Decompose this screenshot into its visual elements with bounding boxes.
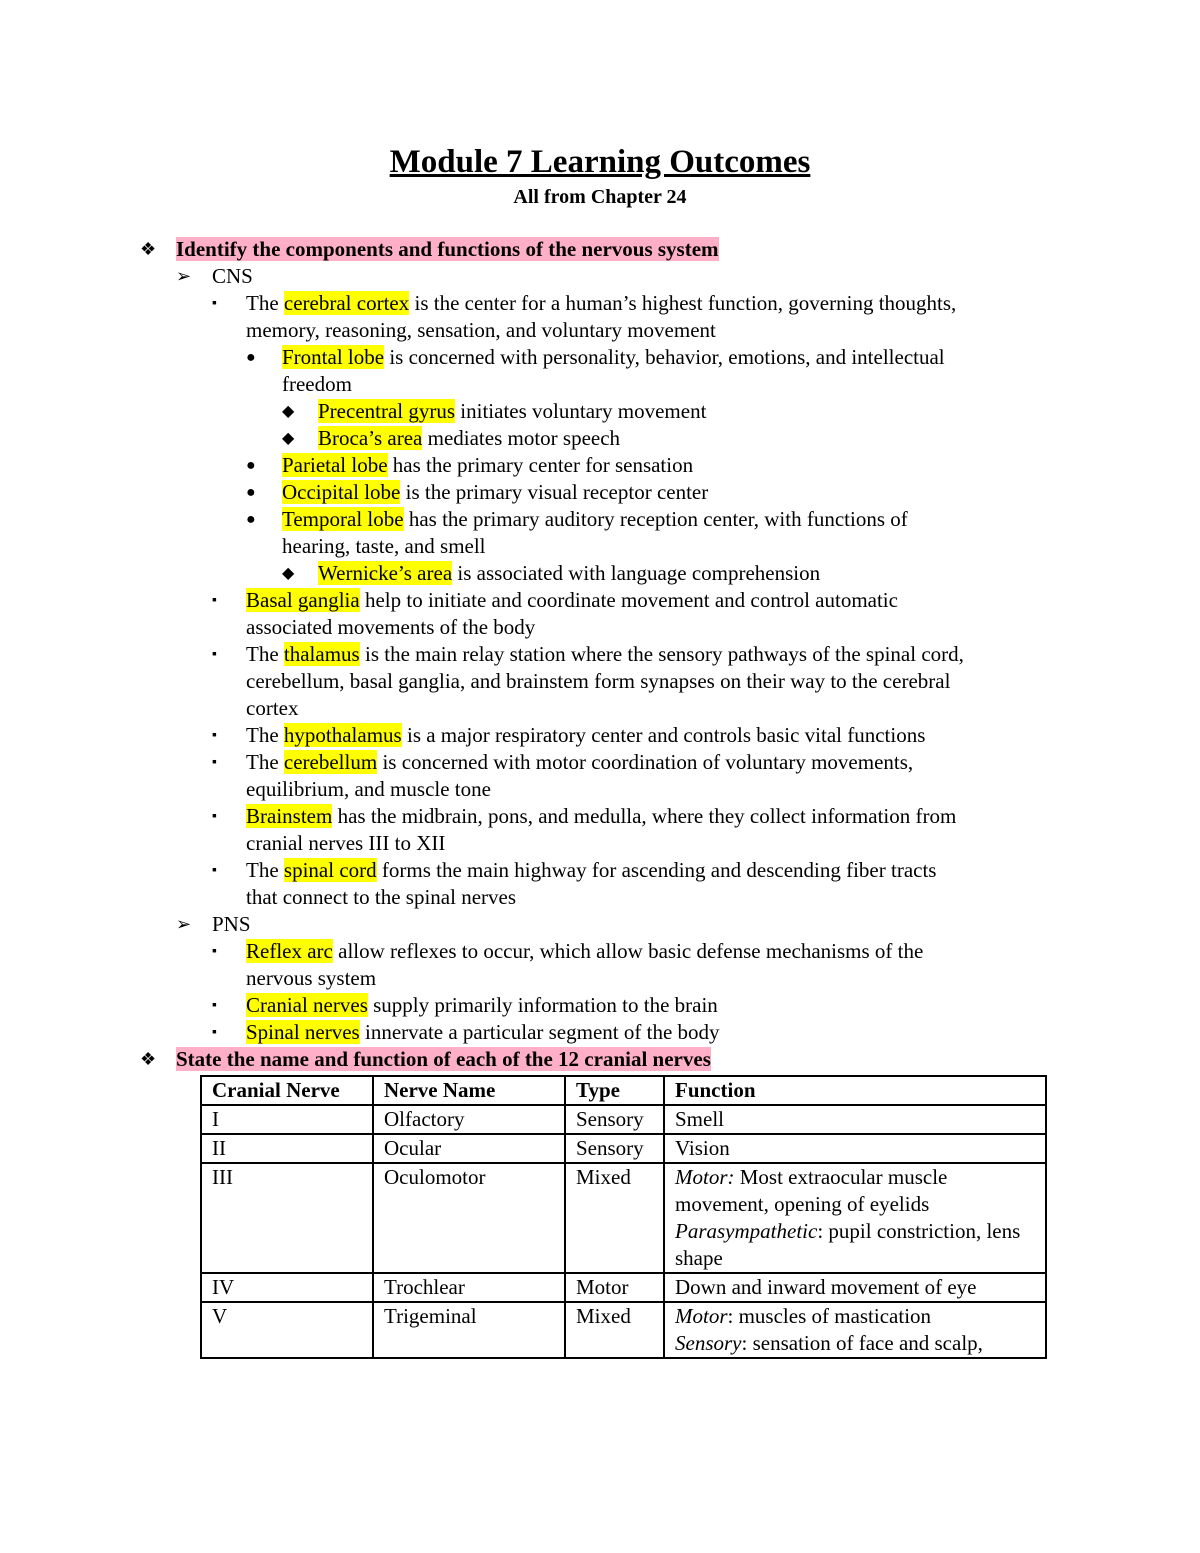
diamond-small-bullet-icon: ◆ <box>282 565 295 582</box>
diamond-small-bullet-icon: ◆ <box>282 403 295 420</box>
list-item-continued: equilibrium, and muscle tone <box>246 777 491 801</box>
table-row <box>201 1302 1046 1358</box>
diamond-small-bullet-icon: ◆ <box>282 430 295 447</box>
round-bullet-icon: ● <box>246 484 256 501</box>
column-header: Function <box>664 1076 1046 1105</box>
square-bullet-icon: ▪ <box>212 647 217 662</box>
nerve-function: Vision <box>664 1134 1046 1163</box>
nerve-type: Sensory <box>565 1105 664 1134</box>
list-item-continued: hearing, taste, and smell <box>282 534 486 558</box>
nerve-number: III <box>201 1163 373 1273</box>
list-item-continued: cranial nerves III to XII <box>246 831 446 855</box>
list-item: ▪ Spinal nerves innervate a particular segment of the body <box>212 1020 720 1044</box>
nerve-function: Motor: muscles of mastication Sensory: sensation of face and scalp, <box>664 1302 1046 1358</box>
list-item: ▪ The cerebral cortex is the center for a human’s highest function, governing thoughts, <box>212 291 957 315</box>
list-item: ▪ The cerebellum is concerned with motor coordination of voluntary movements, <box>212 750 914 774</box>
nerve-name: Trigeminal <box>373 1302 565 1358</box>
outcome-text: State the name and function of each of the 12 cranial nerves <box>176 1047 711 1071</box>
nerve-number: I <box>201 1105 373 1134</box>
list-item: ◆ Precentral gyrus initiates voluntary movement <box>282 399 707 423</box>
list-item: ▪ The hypothalamus is a major respiratory center and controls basic vital functions <box>212 723 926 747</box>
square-bullet-icon: ▪ <box>212 1025 217 1040</box>
cranial-nerves-table <box>200 1075 1047 1359</box>
diamond-bullet-icon: ❖ <box>140 239 157 259</box>
list-item: ● Occipital lobe is the primary visual receptor center <box>246 480 709 504</box>
nerve-name: Trochlear <box>373 1273 565 1302</box>
column-header: Type <box>565 1076 664 1105</box>
square-bullet-icon: ▪ <box>212 998 217 1013</box>
list-item: ● Temporal lobe has the primary auditory reception center, with functions of <box>246 507 908 531</box>
list-item: ◆ Broca’s area mediates motor speech <box>282 426 621 450</box>
list-item-continued: cerebellum, basal ganglia, and brainstem form synapses on their way to the cerebral <box>246 669 951 693</box>
round-bullet-icon: ● <box>246 511 256 528</box>
table-header-row <box>201 1076 1046 1105</box>
nerve-type: Mixed <box>565 1302 664 1358</box>
arrow-bullet-icon: ➢ <box>176 914 192 934</box>
square-bullet-icon: ▪ <box>212 863 217 878</box>
nerve-number: II <box>201 1134 373 1163</box>
table-row <box>201 1134 1046 1163</box>
diamond-bullet-icon: ❖ <box>140 1049 157 1069</box>
list-item: ◆ Wernicke’s area is associated with language comprehension <box>282 561 821 585</box>
list-item-continued: that connect to the spinal nerves <box>246 885 516 909</box>
nerve-type: Motor <box>565 1273 664 1302</box>
list-item: ▪ The spinal cord forms the main highway for ascending and descending fiber tracts <box>212 858 937 882</box>
list-item: ▪ The thalamus is the main relay station where the sensory pathways of the spinal cord, <box>212 642 964 666</box>
page-subtitle: All from Chapter 24 <box>513 186 687 208</box>
list-item: ▪ Brainstem has the midbrain, pons, and medulla, where they collect information from <box>212 804 957 828</box>
list-item-continued: associated movements of the body <box>246 615 536 639</box>
table-row <box>201 1273 1046 1302</box>
nerve-function: Smell <box>664 1105 1046 1134</box>
list-item: ▪ Reflex arc allow reflexes to occur, which allow basic defense mechanisms of the <box>212 939 924 963</box>
nerve-function: Down and inward movement of eye <box>664 1273 1046 1302</box>
list-item-continued: nervous system <box>246 966 377 990</box>
list-item-continued: cortex <box>246 696 299 720</box>
nerve-number: V <box>201 1302 373 1358</box>
nerve-name: Ocular <box>373 1134 565 1163</box>
nerve-type: Mixed <box>565 1163 664 1273</box>
column-header: Cranial Nerve <box>201 1076 373 1105</box>
list-item-continued: memory, reasoning, sensation, and voluntary movement <box>246 318 716 342</box>
column-header: Nerve Name <box>373 1076 565 1105</box>
round-bullet-icon: ● <box>246 349 256 366</box>
outcome-text: Identify the components and functions of the nervous system <box>176 237 719 261</box>
list-item: ▪ Basal ganglia help to initiate and coordinate movement and control automatic <box>212 588 898 612</box>
square-bullet-icon: ▪ <box>212 944 217 959</box>
nerve-number: IV <box>201 1273 373 1302</box>
nerve-type: Sensory <box>565 1134 664 1163</box>
list-item-pns: ➢ PNS <box>176 912 251 936</box>
outcome-heading <box>0 236 1200 263</box>
arrow-bullet-icon: ➢ <box>176 266 192 286</box>
outcome-heading <box>0 1046 1200 1073</box>
square-bullet-icon: ▪ <box>212 593 217 608</box>
outline <box>0 236 1200 1073</box>
square-bullet-icon: ▪ <box>212 728 217 743</box>
nerve-function: Motor: Most extraocular muscle movement, opening of eyelids Parasympathetic: pupil constriction, lens shape <box>664 1163 1046 1273</box>
square-bullet-icon: ▪ <box>212 296 217 311</box>
round-bullet-icon: ● <box>246 457 256 474</box>
nerve-name: Olfactory <box>373 1105 565 1134</box>
list-item: ● Parietal lobe has the primary center for sensation <box>246 453 694 477</box>
list-item: ▪ Cranial nerves supply primarily information to the brain <box>212 993 718 1017</box>
page-title: Module 7 Learning Outcomes <box>389 144 811 180</box>
list-item-cns: ➢ CNS <box>176 264 253 288</box>
list-item: ● Frontal lobe is concerned with personality, behavior, emotions, and intellectual <box>246 345 945 369</box>
square-bullet-icon: ▪ <box>212 809 217 824</box>
list-item-continued: freedom <box>282 372 352 396</box>
table-row <box>201 1163 1046 1273</box>
square-bullet-icon: ▪ <box>212 755 217 770</box>
table-row <box>201 1105 1046 1134</box>
nerve-name: Oculomotor <box>373 1163 565 1273</box>
